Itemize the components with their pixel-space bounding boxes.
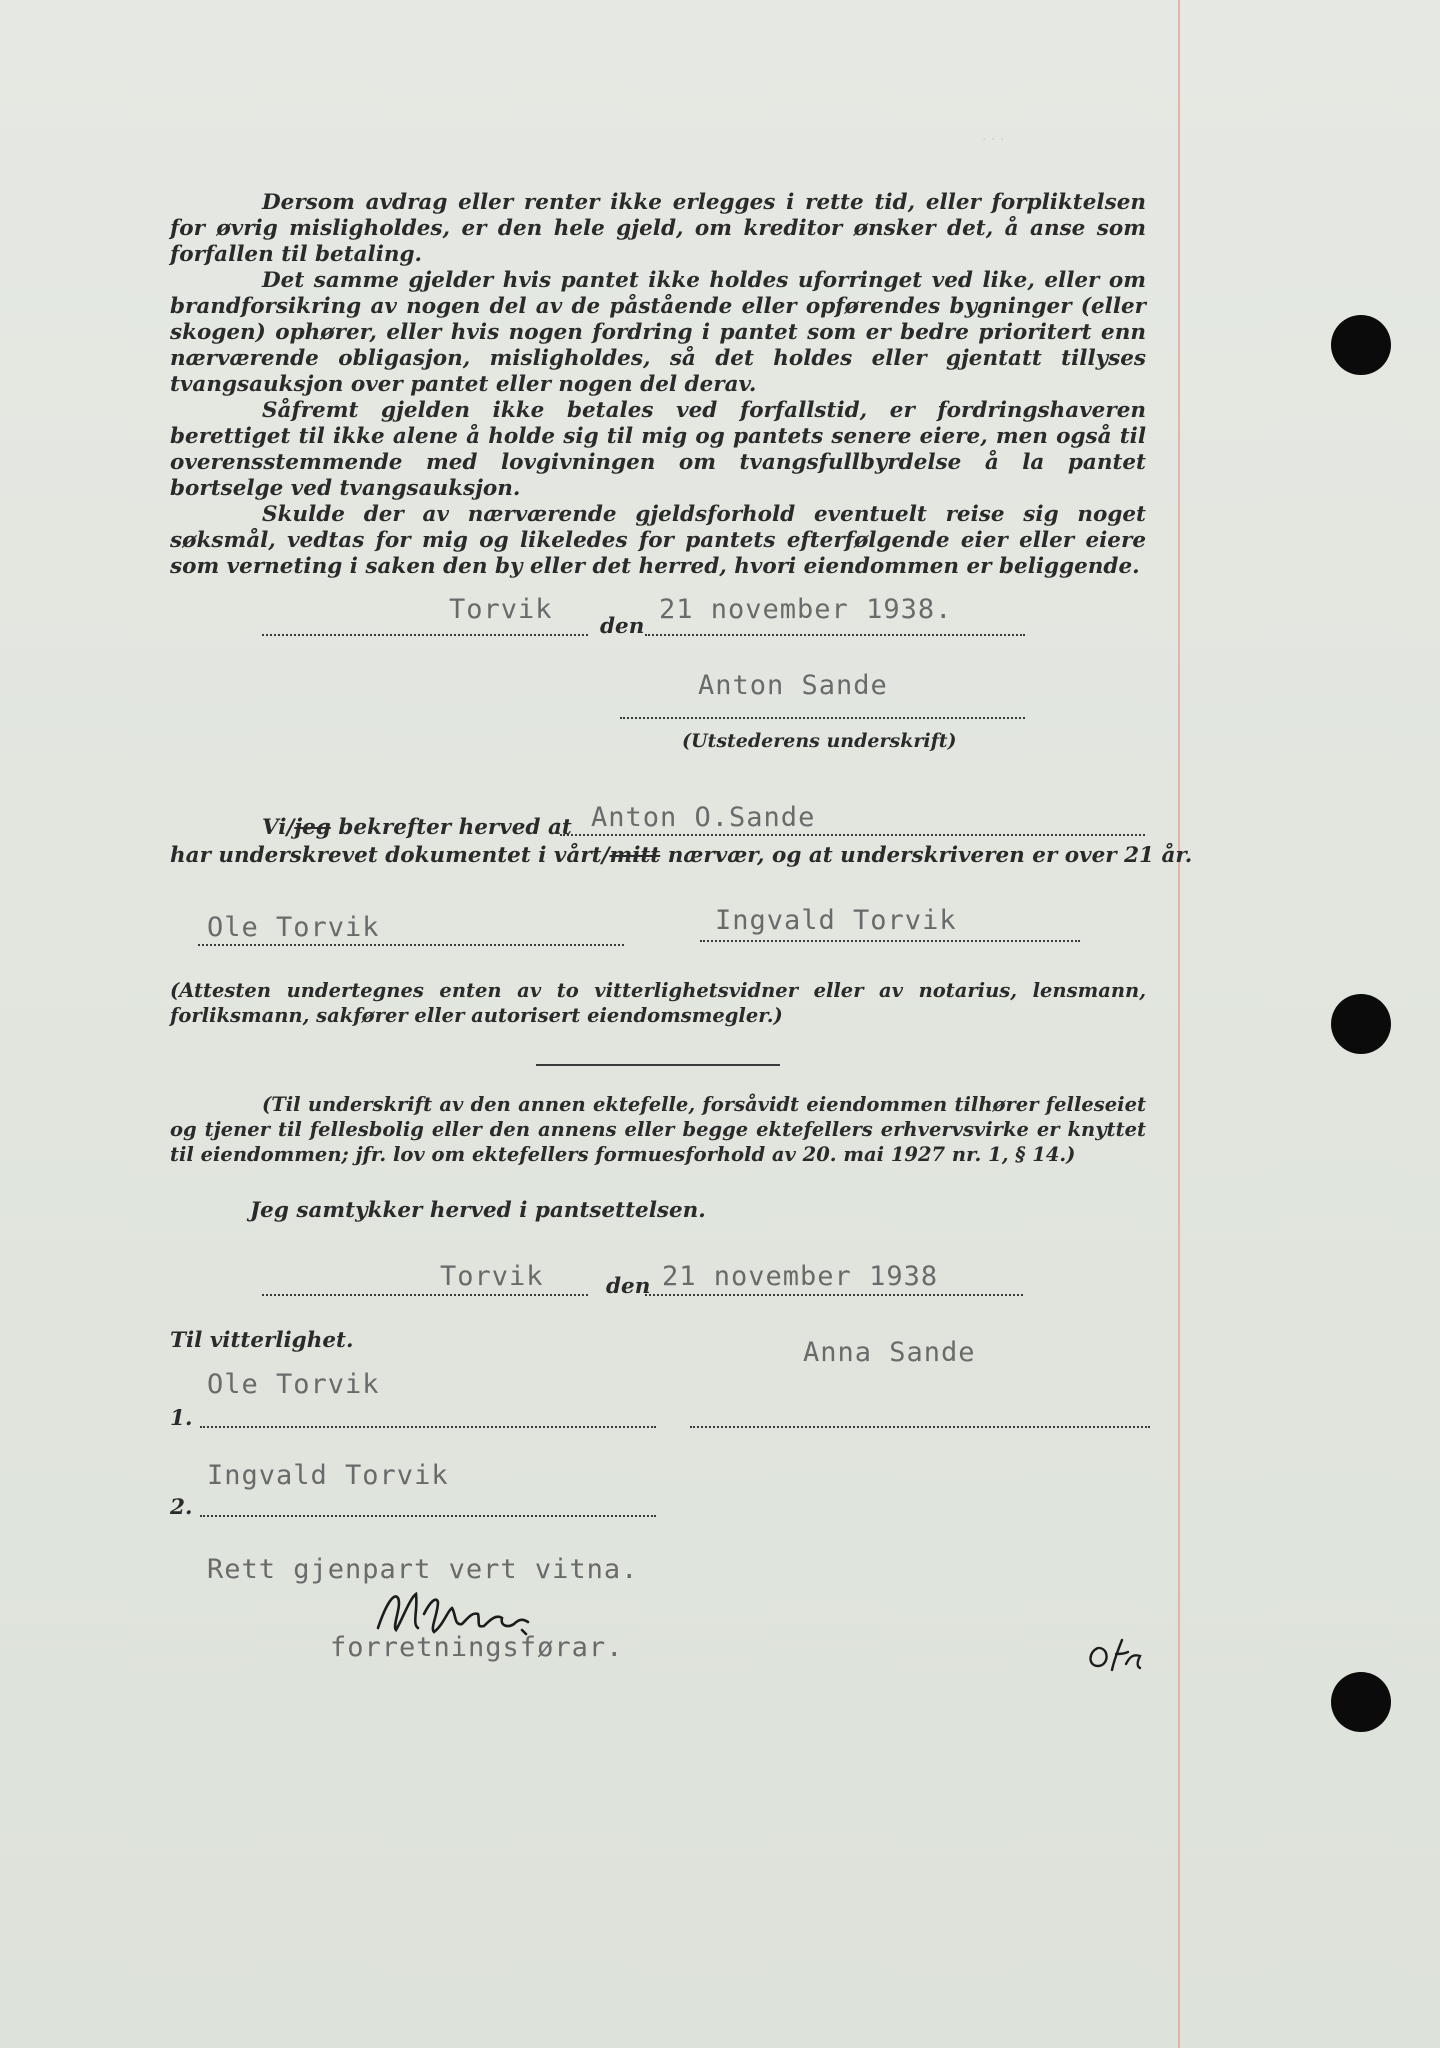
- confirmed-signer-line: [560, 834, 1145, 836]
- confirmation-witness-2-line: [700, 940, 1080, 942]
- issuer-signature: Anton Sande: [698, 670, 888, 701]
- spouse-den-label: den: [606, 1274, 651, 1299]
- clause-enforcement: Såfremt gjelden ikke betales ved forfallstid, er fordringshaveren berettiget til ikke alene å holde sig til mig og pantets senere eiere, men også til overensstemmende med lovgivningen om tvangsfullbyrdelse å la pantet bortselge ved tvangsauksjon.: [170, 398, 1146, 501]
- final-witness-2-line: [200, 1515, 656, 1517]
- final-witness-1: Ole Torvik: [207, 1369, 380, 1400]
- confirmation-witness-1-line: [198, 944, 624, 946]
- spouse-place-line: [262, 1294, 588, 1296]
- svg-text:Ofr.: Ofr.: [1082, 1626, 1084, 1627]
- confirmation-text-b2: nærvær, og at underskriveren er over 21 år.: [667, 843, 1193, 868]
- spouse-date: 21 november 1938: [662, 1261, 939, 1292]
- certification-line-1: Rett gjenpart vert vitna.: [207, 1554, 639, 1585]
- issue-den-label: den: [600, 614, 645, 639]
- confirmation-line-1: [262, 815, 572, 841]
- clause-default: Dersom avdrag eller renter ikke erlegges i rette tid, eller forpliktelsen for øvrig misligholdes, er den hele gjeld, om kreditor ønsker det, å anse som forfallen til betaling.: [170, 190, 1146, 267]
- witness-heading: Til vitterlighet.: [170, 1328, 354, 1353]
- issuer-signature-line: [620, 717, 1025, 719]
- punch-hole-bottom: [1331, 1672, 1391, 1732]
- loan-terms-clauses: [170, 190, 1146, 580]
- bleed-through-mark: · · ·: [982, 132, 1005, 148]
- final-witness-1-line: [200, 1426, 656, 1428]
- confirmed-signer-name: Anton O.Sande: [591, 802, 816, 833]
- spouse-consent: Jeg samtykker herved i pantsettelsen.: [250, 1198, 706, 1223]
- issue-date-line: [645, 634, 1025, 636]
- spouse-signer: Anna Sande: [803, 1337, 976, 1368]
- section-divider: [536, 1064, 780, 1066]
- confirmation-text-b-struck: mitt: [609, 843, 661, 868]
- spouse-date-line: [645, 1294, 1023, 1296]
- prefix-vi: Vi/: [262, 815, 295, 840]
- clause-venue: Skulde der av nærværende gjeldsforhold eventuelt reise sig noget søksmål, vedtas for mig og likeledes for pantets efterfølgende eier eller eiere som verneting i saken den by eller det herred, hvori eiendommen er beliggende.: [170, 502, 1146, 579]
- confirmation-witness-2: Ingvald Torvik: [715, 905, 957, 936]
- spouse-note: (Til underskrift av den annen ektefelle, forsåvidt eiendommen tilhører felleseiet og tjener til fellesbolig eller den annens eller begge ektefellers erhvervsvirke er knyttet til eiendommen; jfr. lov om ektefellers formuesforhold av 20. mai 1927 nr. 1, § 14.): [170, 1093, 1146, 1166]
- confirmation-line-2: [170, 843, 1192, 869]
- issue-place-line: [262, 634, 588, 636]
- final-witness-2-num: 2.: [170, 1495, 193, 1520]
- confirmation-text-b1: har underskrevet dokumentet i vårt/: [170, 843, 610, 868]
- punch-hole-middle: [1331, 994, 1391, 1054]
- final-witness-2: Ingvald Torvik: [207, 1460, 449, 1491]
- confirmation-witness-1: Ole Torvik: [207, 912, 380, 943]
- confirmation-text-a: bekrefter herved at: [338, 815, 572, 840]
- final-witness-1-num: 1.: [170, 1406, 193, 1431]
- attestation-note: (Attesten undertegnes enten av to vitterlighetsvidner eller av notarius, lensmann, forliksmann, sakfører eller autorisert eiendomsmegler.): [170, 979, 1146, 1027]
- issuer-caption: (Utstederens underskrift): [682, 730, 957, 752]
- handwritten-initials: [1082, 1626, 1162, 1686]
- prefix-jeg-struck: jeg: [294, 815, 331, 840]
- clause-insurance: Det samme gjelder hvis pantet ikke holdes uforringet ved like, eller om brandforsikring av nogen del av de påstående eller opførendes bygninger (eller skogen) ophører, eller hvis nogen fordring i pantet som er bedre prioritert enn nærværende obligasjon, misligholdes, så det holdes eller gjentatt tillyses tvangsauksjon over pantet eller nogen del derav.: [170, 268, 1146, 397]
- red-margin-line: [1178, 0, 1180, 2048]
- issue-place: Torvik: [449, 594, 553, 625]
- punch-hole-top: [1331, 315, 1391, 375]
- spouse-signer-line: [690, 1426, 1150, 1428]
- spouse-place: Torvik: [440, 1261, 544, 1292]
- certification-line-2: forretningsførar.: [330, 1632, 624, 1663]
- issue-date: 21 november 1938.: [659, 594, 953, 625]
